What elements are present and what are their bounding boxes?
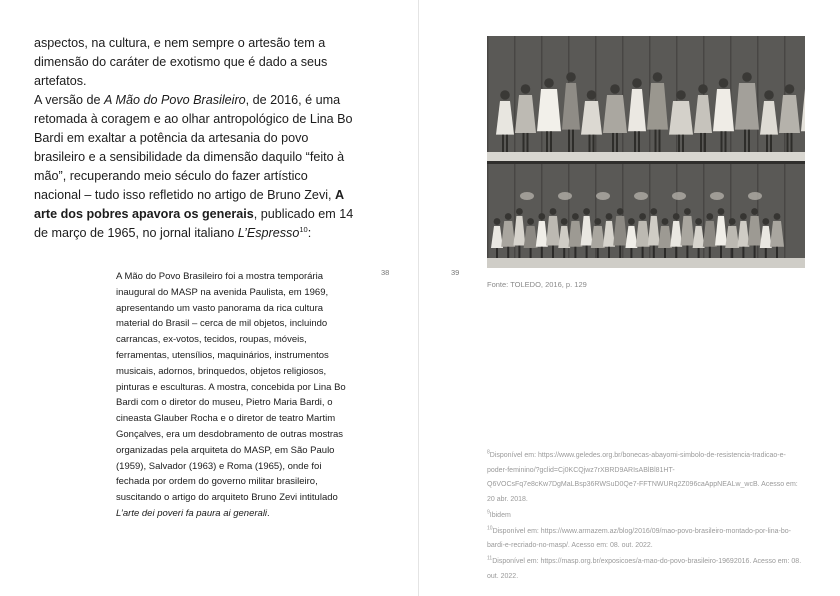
- doll-head: [785, 84, 795, 94]
- small-doll-legs: [664, 248, 666, 258]
- footnote-11: [487, 555, 805, 584]
- basket: [596, 192, 610, 200]
- paragraph-2-part-3: , publicado em 14 de março de 1965, no jornal italiano: [34, 207, 354, 240]
- doll-leg: [704, 133, 706, 152]
- footnote-number: 8: [487, 449, 490, 456]
- small-doll-legs: [597, 248, 599, 258]
- footnote-number: 11: [487, 555, 493, 562]
- doll-leg: [506, 135, 508, 152]
- small-doll-legs: [507, 247, 509, 258]
- small-doll-head: [550, 208, 557, 215]
- doll-leg: [721, 131, 723, 152]
- doll-leg: [770, 135, 772, 152]
- footnote-10: [487, 525, 805, 554]
- doll-dress: [669, 101, 693, 135]
- small-doll-head: [583, 208, 590, 215]
- basket: [672, 192, 686, 200]
- doll-head: [676, 90, 686, 100]
- small-doll-head: [662, 218, 669, 225]
- page-number-left: 38: [381, 268, 390, 277]
- small-doll-head: [718, 208, 725, 215]
- doll-leg: [572, 130, 574, 152]
- basket: [710, 192, 724, 200]
- small-doll-head: [538, 213, 545, 220]
- footnote-text: Disponível em: https://www.geledes.org.br/bonecas-abayomi-simbolo-de-resistencia-tradicao-e-poder-feminino/?gclid=Cj0KCQjwz7rXBRD9ARIsABlBl81HT-Q6VOCsFq7e8cKw7DgMaLBsp36RWSuD0Qe7-FFTNWURq2Z096caAppNEALw_wcB. Acesso em: 20 abr. 2018.: [487, 452, 798, 503]
- footnote-ref-10: 10: [299, 224, 308, 234]
- doll-leg: [638, 131, 640, 152]
- doll-leg: [612, 133, 614, 152]
- doll-head: [610, 84, 620, 94]
- doll-leg: [744, 130, 746, 152]
- doll-dress: [735, 83, 759, 130]
- quote-italic-title: L’arte dei poveri fa paura ai generali: [116, 507, 268, 519]
- small-doll-legs: [675, 247, 677, 258]
- photo-caption: Fonte: TOLEDO, 2016, p. 129: [487, 280, 587, 289]
- doll-head: [521, 84, 531, 94]
- small-doll-legs: [630, 248, 632, 258]
- small-doll-legs: [720, 246, 722, 259]
- small-doll-legs: [698, 248, 700, 258]
- paragraph-2-part-1: A versão de: [34, 93, 105, 107]
- doll-leg: [725, 131, 727, 152]
- small-doll-legs: [552, 246, 554, 259]
- footnote-text: Disponível em: https://masp.org.br/exposicoes/a-mao-do-povo-brasileiro-19692016. Acesso em: 08. out. 2022.: [487, 558, 802, 580]
- footnote-text: Disponível em: https://www.armazem.az/blog/2016/09/mao-povo-brasileiro-montado-por-lina-bo-bardi-e-recriado-no-masp/. Acesso em: 08. out. 2022.: [487, 527, 791, 549]
- doll-head: [698, 84, 708, 94]
- small-doll-legs: [574, 247, 576, 258]
- small-doll-head: [695, 218, 702, 225]
- page-number-right: 39: [451, 268, 460, 277]
- paragraph-2: [34, 91, 356, 243]
- doll-leg: [655, 130, 657, 152]
- doll-leg: [787, 133, 789, 152]
- basket: [520, 192, 534, 200]
- doll-leg: [546, 131, 548, 152]
- small-doll-head: [628, 218, 635, 225]
- small-doll-legs: [742, 247, 744, 258]
- small-doll-head: [527, 218, 534, 225]
- small-doll-head: [561, 218, 568, 225]
- right-page: [419, 0, 840, 596]
- doll-leg: [659, 130, 661, 152]
- small-doll-head: [572, 213, 579, 220]
- shelf-top-shadow: [487, 161, 805, 164]
- left-page: [0, 0, 418, 596]
- small-doll-legs: [653, 246, 655, 259]
- exhibition-title: A Mão do Povo Brasileiro: [104, 93, 246, 107]
- doll-head: [500, 90, 510, 100]
- small-doll-legs: [541, 247, 543, 258]
- small-doll-head: [639, 213, 646, 220]
- doll-dress: [537, 89, 561, 131]
- small-doll-head: [762, 218, 769, 225]
- doll-leg: [634, 131, 636, 152]
- basket: [634, 192, 648, 200]
- small-doll-legs: [563, 248, 565, 258]
- small-doll-legs: [709, 247, 711, 258]
- doll-leg: [589, 135, 591, 152]
- doll-dress: [603, 95, 627, 133]
- small-doll-head: [740, 213, 747, 220]
- small-doll-legs: [731, 248, 733, 258]
- footnote-number: 10: [487, 525, 493, 532]
- small-doll-legs: [686, 246, 688, 259]
- doll-leg: [700, 133, 702, 152]
- doll-head: [566, 72, 576, 82]
- basket: [748, 192, 762, 200]
- basket: [558, 192, 572, 200]
- doll-head: [632, 78, 642, 88]
- main-text: [34, 34, 356, 243]
- paragraph-2-part-2: , de 2016, é uma retomada à coragem e ao olhar antropológico de Lina Bo Bardi em exaltar a potência da artesania do povo brasileiro e a sensibilidade da dimensão daquilo “feito à mão”, recuperando meio século do fazer artístico nacional – tudo isso refletido no artigo de Bruno Zevi,: [34, 93, 353, 202]
- doll-leg: [593, 135, 595, 152]
- dolls-photo: [487, 36, 805, 268]
- doll-head: [653, 72, 663, 82]
- quote-end: .: [267, 507, 270, 519]
- doll-head: [719, 78, 729, 88]
- footnote-text: Ibidem: [489, 511, 511, 519]
- small-doll-head: [706, 213, 713, 220]
- doll-head: [742, 72, 752, 82]
- shelf-top: [487, 152, 805, 161]
- quote-text: A Mão do Povo Brasileiro foi a mostra temporária inaugural do MASP na avenida Paulista, em 1969, apresentando um vasto panorama da rica cultura material do Brasil – cerca de mil objetos, incluindo carrancas, ex-votos, tecidos, roupas, móveis, ferramentas, utensílios, maquinários, instrumentos musicais, adornos, brinquedos, objetos religiosos, pinturas e esculturas. A mostra, concebida por Lina Bo Bardi com o diretor do museu, Pietro Maria Bardi, o cineasta Glauber Rocha e o diretor de teatro Martim Gonçalves, era um desdobramento de outras mostras organizadas pela arquiteta do MASP, em São Paulo (1959), Salvador (1963) e Roma (1965), onde foi fechada por ordem do governo militar brasileiro, suscitando o artigo do arquiteto Bruno Zevi intitulado: [116, 271, 346, 504]
- small-doll-legs: [642, 247, 644, 258]
- small-doll-head: [673, 213, 680, 220]
- small-doll-legs: [586, 246, 588, 259]
- doll-leg: [550, 131, 552, 152]
- small-doll-head: [606, 213, 613, 220]
- doll-head: [544, 78, 554, 88]
- paragraph-2-part-4: :: [307, 226, 312, 240]
- small-doll-head: [751, 208, 758, 215]
- small-doll-legs: [776, 247, 778, 258]
- small-doll-head: [650, 208, 657, 215]
- small-doll-head: [494, 218, 501, 225]
- small-doll-head: [505, 213, 512, 220]
- doll-leg: [682, 135, 684, 152]
- paragraph-1: aspectos, na cultura, e nem sempre o artesão tem a dimensão do caráter de exotismo que é dado a seus artefatos.: [34, 36, 328, 88]
- doll-head: [587, 90, 597, 100]
- small-doll-legs: [496, 248, 498, 258]
- doll-leg: [616, 133, 618, 152]
- small-doll-legs: [608, 247, 610, 258]
- footnote-number: 9: [487, 509, 490, 516]
- doll-leg: [791, 133, 793, 152]
- small-doll-head: [729, 218, 736, 225]
- article-title: A arte dos pobres apavora os generais: [34, 188, 344, 221]
- small-doll-head: [684, 208, 691, 215]
- doll-leg: [748, 130, 750, 152]
- newspaper-title: L’Espresso: [237, 226, 300, 240]
- doll-leg: [678, 135, 680, 152]
- shelf-bottom: [487, 258, 805, 268]
- doll-leg: [523, 133, 525, 152]
- doll-leg: [568, 130, 570, 152]
- small-doll-head: [617, 208, 624, 215]
- doll-head: [764, 90, 774, 100]
- footnotes: [487, 449, 805, 586]
- doll-leg: [766, 135, 768, 152]
- small-doll-legs: [765, 248, 767, 258]
- footnote-8: [487, 449, 805, 507]
- footnote-9: [487, 509, 805, 524]
- small-doll-head: [774, 213, 781, 220]
- small-doll-legs: [530, 248, 532, 258]
- block-quote: [116, 269, 348, 522]
- dolls-photo-illustration: [487, 36, 805, 268]
- small-doll-legs: [518, 246, 520, 259]
- small-doll-legs: [619, 246, 621, 259]
- small-doll-legs: [754, 246, 756, 259]
- small-doll-head: [516, 208, 523, 215]
- doll-leg: [527, 133, 529, 152]
- small-doll-head: [594, 218, 601, 225]
- doll-leg: [502, 135, 504, 152]
